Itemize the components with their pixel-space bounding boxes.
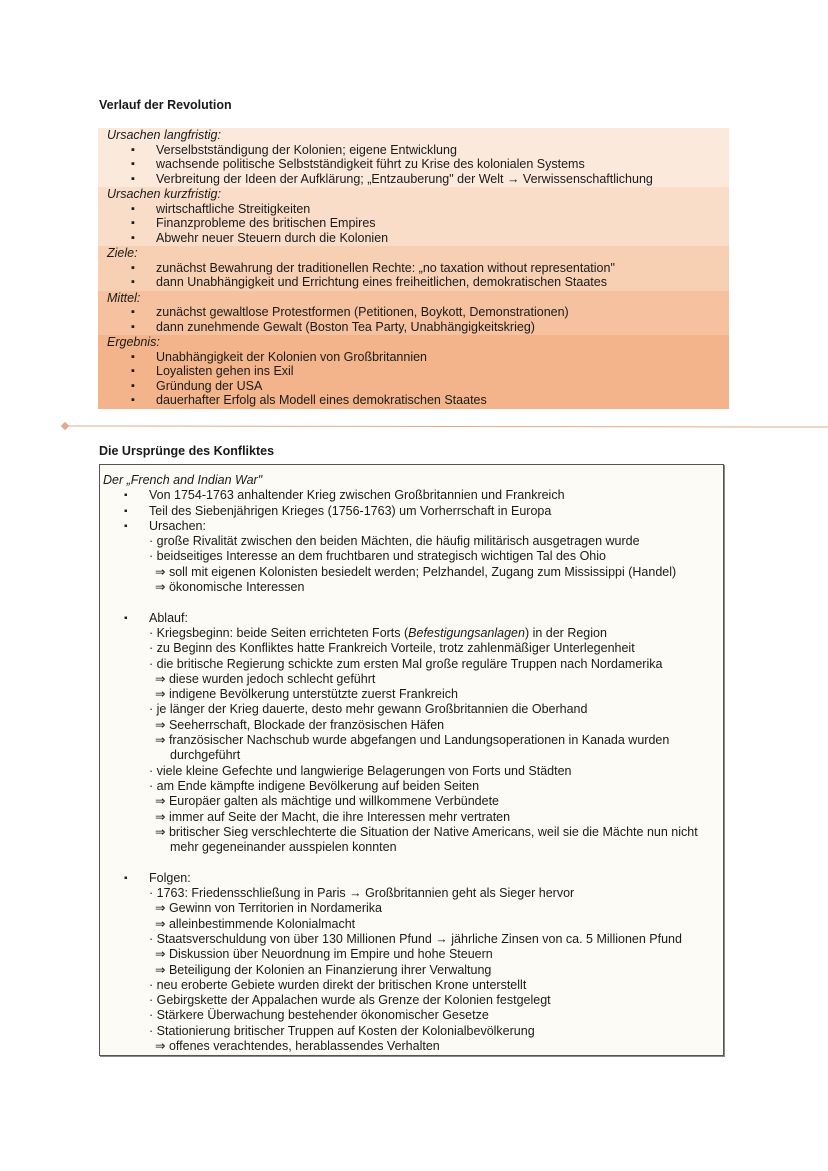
row-ursachen-kurzfristig <box>98 187 729 246</box>
sub-item: · Stärkere Überwachung bestehender ökonomischer Gesetze <box>149 1008 489 1023</box>
bullet-item-folgen: ▪ Folgen: <box>100 871 723 886</box>
row-heading: Ursachen kurzfristig: <box>107 187 221 201</box>
arrow-item: ⇒ offenes verachtendes, herablassendes Verhalten <box>155 1038 440 1053</box>
arrow-item: ⇒ indigene Bevölkerung unterstützte zuerst Frankreich <box>155 687 458 702</box>
arrow-item: ⇒ britischer Sieg verschlechterte die Situation der Native Americans, weil sie die Mächte nun nicht <box>155 824 698 839</box>
row-heading: Ursachen langfristig: <box>107 128 221 142</box>
sub-item: · die britische Regierung schickte zum ersten Mal große reguläre Truppen nach Nordamerika <box>149 656 663 671</box>
sub-item <box>100 626 723 641</box>
sub-item: · große Rivalität zwischen den beiden Mächten, die häufig militärisch ausgetragen wurde <box>149 534 640 549</box>
arrow-item: ⇒ immer auf Seite der Macht, die ihre Interessen mehr vertraten <box>155 809 511 824</box>
section-title-verlauf: Verlauf der Revolution <box>99 98 232 112</box>
sub-item: · viele kleine Gefechte und langwierige Belagerungen von Forts und Städten <box>149 763 572 778</box>
arrow-item: ⇒ Europäer galten als mächtige und willkommene Verbündete <box>155 794 500 809</box>
list-item: ▪ zunächst gewaltlose Protestformen (Petitionen, Boykott, Demonstrationen) <box>98 305 729 320</box>
row-ursachen-langfristig <box>98 128 729 187</box>
row-heading: Ziele: <box>107 246 138 260</box>
arrow-item: ⇒ diese wurden jedoch schlecht geführt <box>155 671 376 686</box>
notes-box <box>99 464 724 1056</box>
list-item: ▪ zunächst Bewahrung der traditionellen Rechte: „no taxation without representation" <box>98 261 729 276</box>
row-mittel <box>98 291 729 336</box>
list-item: ▪ Unabhängigkeit der Kolonien von Großbritannien <box>98 350 729 365</box>
list-item: ▪ dauerhafter Erfolg als Modell eines demokratischen Staates <box>98 393 729 408</box>
list-item: ▪ Verbreitung der Ideen der Aufklärung; „Entzauberung" der Welt → Verwissenschaftlichung <box>98 172 729 187</box>
row-ziele <box>98 246 729 291</box>
list-item: ▪ Finanzprobleme des britischen Empires <box>98 216 729 231</box>
arrow-item: ⇒ Gewinn von Territorien in Nordamerika <box>155 901 383 916</box>
list-item: ▪ Loyalisten gehen ins Exil <box>98 364 729 379</box>
sub-item: · 1763: Friedensschließung in Paris → Großbritannien geht als Sieger hervor <box>149 886 575 901</box>
row-ergebnis <box>98 335 729 409</box>
list-item: ▪ dann Unabhängigkeit und Errichtung eines freiheitlichen, demokratischen Staates <box>98 275 729 290</box>
arrow-item-continued: mehr gegeneinander ausspielen konnten <box>170 840 397 855</box>
arrow-item: ⇒ soll mit eigenen Kolonisten besiedelt werden; Pelzhandel, Zugang zum Mississippi (Handel) <box>155 564 677 579</box>
section-divider <box>66 425 828 427</box>
revolution-table <box>98 128 729 409</box>
sub-item: · je länger der Krieg dauerte, desto mehr gewann Großbritannien die Oberhand <box>149 702 588 717</box>
sub-item: · Gebirgskette der Appalachen wurde als Grenze der Kolonien festgelegt <box>149 993 551 1008</box>
emphasis-text: Befestigungsanlagen <box>408 625 525 640</box>
arrow-item: ⇒ ökonomische Interessen <box>155 580 305 595</box>
arrow-item: ⇒ französischer Nachschub wurde abgefangen und Landungsoperationen in Kanada wurden <box>155 733 670 748</box>
sub-item: · Stationierung britischer Truppen auf Kosten der Kolonialbevölkerung <box>149 1023 535 1038</box>
arrow-item: ⇒ Beteiligung der Kolonien an Finanzierung ihrer Verwaltung <box>155 962 492 977</box>
text-span: ) in der Region <box>524 625 607 640</box>
sub-item: · beidseitiges Interesse an dem fruchtbaren und strategisch wichtigen Tal des Ohio <box>149 549 606 564</box>
box-title: Der „French and Indian War" <box>103 473 263 487</box>
list-item: ▪ wachsende politische Selbstständigkeit führt zu Krise des kolonialen Systems <box>98 157 729 172</box>
bullet-item: ▪ Ursachen: <box>100 519 723 534</box>
bullet-item-ablauf: ▪ Ablauf: <box>100 611 723 626</box>
arrow-item: ⇒ Seeherrschaft, Blockade der französischen Häfen <box>155 717 445 732</box>
list-item: ▪ Abwehr neuer Steuern durch die Kolonien <box>98 231 729 246</box>
sub-item: · neu eroberte Gebiete wurden direkt der britischen Krone unterstellt <box>149 977 527 992</box>
arrow-item: ⇒ alleinbestimmende Kolonialmacht <box>155 916 356 931</box>
list-item: ▪ Verselbstständigung der Kolonien; eigene Entwicklung <box>98 143 729 158</box>
sub-item: · am Ende kämpfte indigene Bevölkerung auf beiden Seiten <box>149 778 480 793</box>
list-item: ▪ dann zunehmende Gewalt (Boston Tea Party, Unabhängigkeitskrieg) <box>98 320 729 335</box>
list-item: ▪ wirtschaftliche Streitigkeiten <box>98 202 729 217</box>
row-heading: Ergebnis: <box>107 335 160 349</box>
sub-item: · zu Beginn des Konfliktes hatte Frankreich Vorteile, trotz zahlenmäßiger Unterlegenheit <box>149 641 635 656</box>
section-title-urspruenge: Die Ursprünge des Konfliktes <box>99 444 275 458</box>
bullet-item: ▪ Teil des Siebenjährigen Krieges (1756-1763) um Vorherrschaft in Europa <box>100 504 723 519</box>
arrow-item-continued: durchgeführt <box>170 748 241 763</box>
list-item: ▪ Gründung der USA <box>98 379 729 394</box>
bullet-item: ▪ Von 1754-1763 anhaltender Krieg zwischen Großbritannien und Frankreich <box>100 488 723 503</box>
text-span: · Kriegsbeginn: beide Seiten errichteten Forts ( <box>149 625 409 640</box>
arrow-item: ⇒ Diskussion über Neuordnung im Empire und hohe Steuern <box>155 947 493 962</box>
sub-item: · Staatsverschuldung von über 130 Millionen Pfund → jährliche Zinsen von ca. 5 Millionen Pfund <box>149 931 682 946</box>
row-heading: Mittel: <box>107 290 141 305</box>
